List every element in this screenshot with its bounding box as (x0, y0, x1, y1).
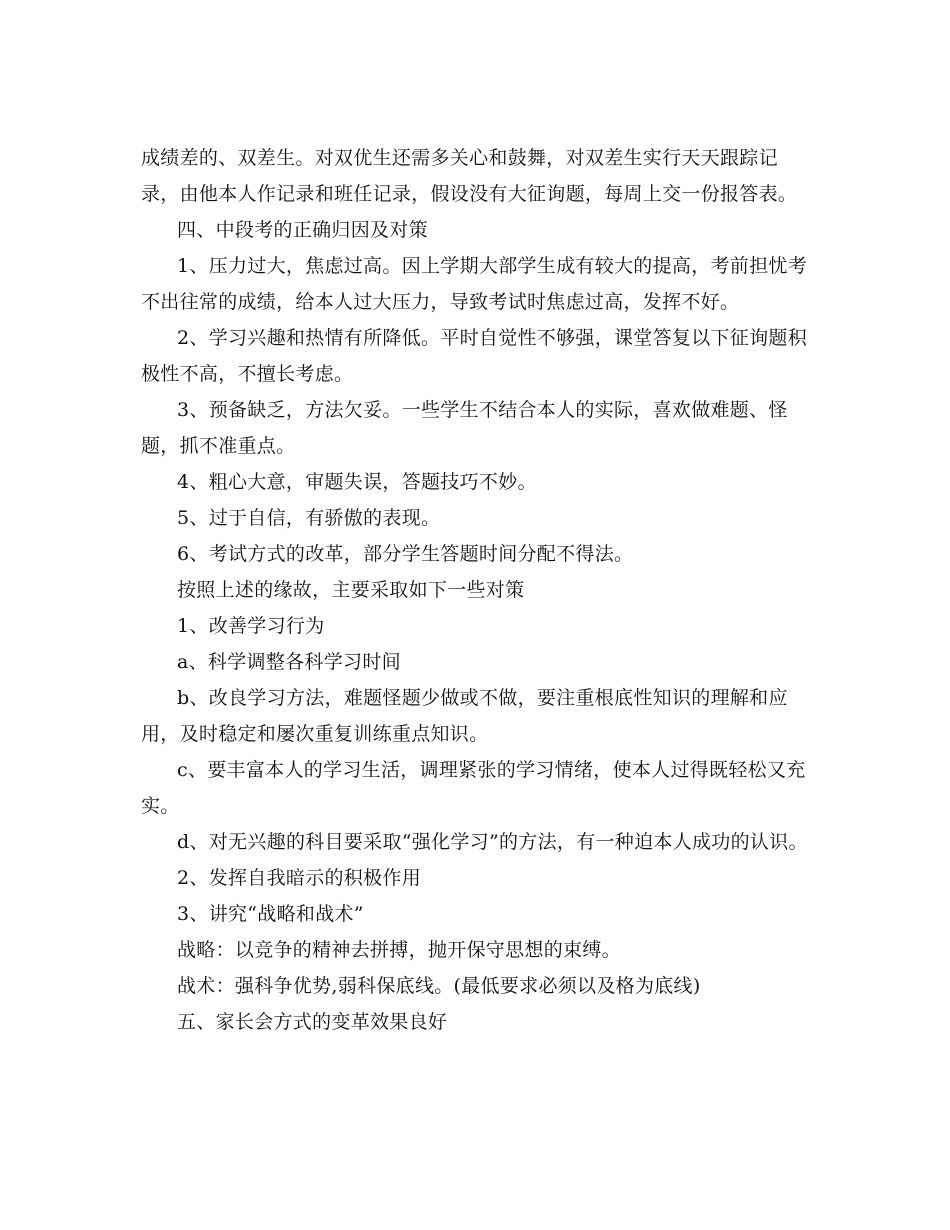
paragraph-measure-1b: b、改良学习方法，难题怪题少做或不做，要注重根底性知识的理解和应用，及时稳定和屡次重复训练重点知识。 (141, 687, 788, 745)
section-heading-5: 五、家长会方式的变革效果良好 (177, 1011, 448, 1033)
paragraph-cause-2: 2、学习兴趣和热情有所降低。平时自觉性不够强，课堂答复以下征询题积极性不高，不擅长考虑。 (141, 327, 807, 385)
paragraph-measure-3: 3、讲究“战略和战术” (177, 903, 364, 925)
paragraph-cause-1: 1、压力过大，焦虑过高。因上学期大部学生成有较大的提高，考前担忧考不出往常的成绩，给本人过大压力，导致考试时焦虑过高，发挥不好。 (141, 255, 807, 313)
paragraph-tactics: 战术：强科争优势,弱科保底线。(最低要求必须以及格为底线) (177, 975, 701, 997)
paragraph-cause-4: 4、粗心大意，审题失误，答题技巧不妙。 (177, 471, 537, 493)
paragraph-cause-3: 3、预备缺乏，方法欠妥。一些学生不结合本人的实际，喜欢做难题、怪题，抓不准重点。 (141, 399, 788, 457)
paragraph-measure-2: 2、发挥自我暗示的积极作用 (177, 867, 421, 889)
paragraph-measure-1d: d、对无兴趣的科目要采取“强化学习”的方法，有一种迫本人成功的认识。 (177, 831, 808, 853)
paragraph-measure-1: 1、改善学习行为 (177, 615, 325, 637)
paragraph-measure-1a: a、科学调整各科学习时间 (177, 651, 401, 673)
paragraph-cause-6: 6、考试方式的改革，部分学生答题时间分配不得法。 (177, 543, 634, 565)
document-body (141, 140, 816, 1040)
paragraph-measures-intro: 按照上述的缘故，主要采取如下一些对策 (177, 579, 525, 601)
section-heading-4: 四、中段考的正确归因及对策 (177, 219, 428, 241)
paragraph-measure-1c: c、要丰富本人的学习生活，调理紧张的学习情绪，使本人过得既轻松又充实。 (141, 759, 806, 817)
paragraph-strategy: 战略：以竞争的精神去拼搏，抛开保守思想的束缚。 (177, 939, 621, 961)
paragraph-cause-5: 5、过于自信，有骄傲的表现。 (177, 507, 441, 529)
paragraph-0: 成绩差的、双差生。对双优生还需多关心和鼓舞，对双差生实行天天跟踪记录，由他本人作记录和班任记录，假设没有大征询题，每周上交一份报答表。 (141, 147, 798, 205)
